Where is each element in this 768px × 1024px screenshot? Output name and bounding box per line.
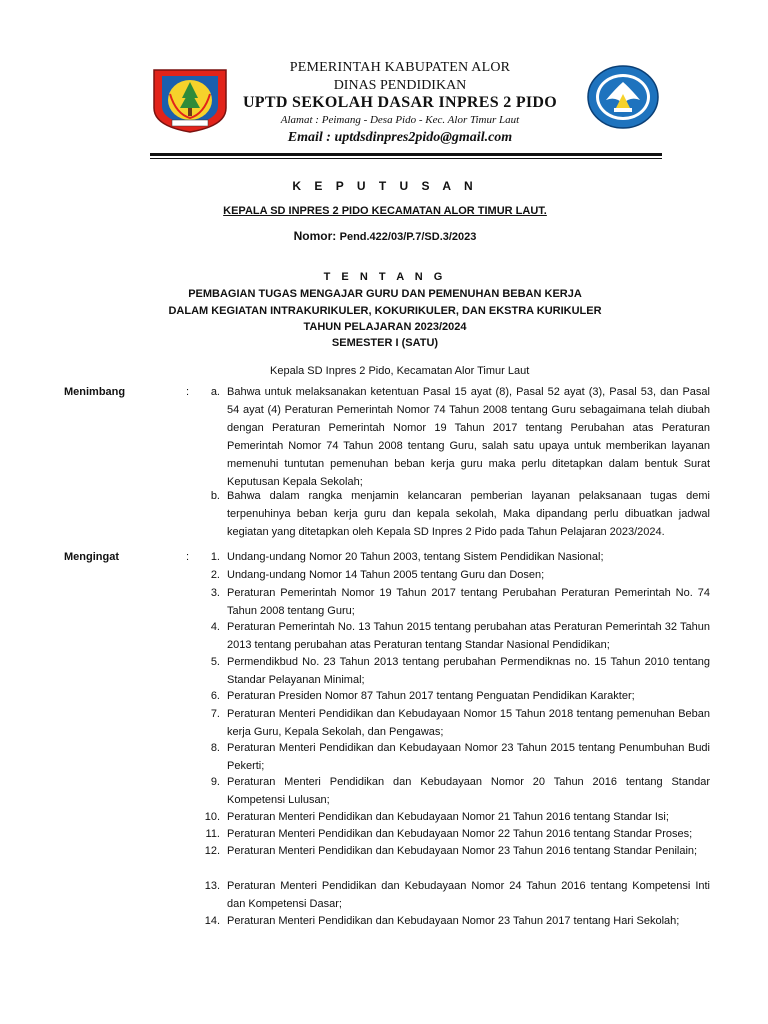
item-text: Peraturan Pemerintah No. 13 Tahun 2015 tentang perubahan atas Peraturan Pemerintah 32 Tahun 2013 tentang perubahan atas Peraturan tentang Standar Nasional Pendidikan; (227, 621, 710, 651)
decree-number (60, 229, 710, 243)
mengingat-item (200, 584, 710, 620)
subject-line: TAHUN PELAJARAN 2023/2024 (303, 321, 467, 333)
item-marker: a. (210, 386, 220, 398)
mengingat-item (200, 566, 710, 584)
item-text: Bahwa dalam rangka menjamin kelancaran pemberian layanan pelaksanaan tugas demi terpenuhinya beban kerja guru dan kepala sekolah, Maka dipandang perlu dibuatkan jadwal kegiatan yang ditetapkan oleh Kepala SD Inpres 2 Pido pada Tahun Pelajaran 2023/2024. (227, 490, 710, 538)
item-marker: 1. (210, 551, 220, 563)
subject-line: PEMBAGIAN TUGAS MENGAJAR GURU DAN PEMENUHAN BEBAN KERJA (188, 288, 582, 300)
menimbang-item (200, 487, 710, 541)
menimbang-colon: : (186, 386, 190, 398)
item-marker: 2. (210, 569, 220, 581)
item-marker: 14. (204, 915, 220, 927)
decree-number-label: Nomor: (293, 229, 340, 243)
mengingat-item (200, 825, 710, 843)
item-marker: 10. (204, 811, 220, 823)
mengingat-item (200, 618, 710, 654)
item-marker: 8. (210, 742, 220, 754)
mengingat-item (200, 773, 710, 809)
menimbang-item (200, 383, 710, 491)
item-marker: 11. (205, 828, 220, 840)
item-text: Peraturan Menteri Pendidikan dan Kebudayaan Nomor 23 Tahun 2017 tentang Hari Sekolah; (227, 915, 680, 927)
letterhead-government: PEMERINTAH KABUPATEN ALOR (289, 60, 511, 75)
item-text: Peraturan Menteri Pendidikan dan Kebudayaan Nomor 22 Tahun 2016 tentang Standar Proses; (227, 828, 693, 840)
item-text: Peraturan Menteri Pendidikan dan Kebudayaan Nomor 23 Tahun 2015 tentang Penumbuhan Budi Pekerti; (227, 742, 710, 772)
item-text: Peraturan Menteri Pendidikan dan Kebudayaan Nomor 23 Tahun 2016 tentang Standar Penilain; (227, 845, 698, 857)
issuer-heading: KEPALA SD INPRES 2 PIDO KECAMATAN ALOR TIMUR LAUT. (223, 205, 547, 217)
item-marker: 5. (210, 656, 220, 668)
mengingat-item (200, 808, 710, 826)
tentang-heading: T E N T A N G (323, 271, 447, 283)
mengingat-item (200, 877, 710, 913)
tut-wuri-handayani-logo (586, 64, 660, 130)
item-text: Peraturan Menteri Pendidikan dan Kebudayaan Nomor 15 Tahun 2018 tentang pemenuhan Beban kerja Guru, Kepala Sekolah, dan Pengawas; (227, 708, 710, 738)
item-text: Peraturan Menteri Pendidikan dan Kebudayaan Nomor 24 Tahun 2016 tentang Kompetensi Inti dan Kompetensi Dasar; (227, 880, 710, 910)
letterhead-school-name: UPTD SEKOLAH DASAR INPRES 2 PIDO (242, 94, 558, 111)
letterhead-divider-thin (150, 158, 662, 159)
item-text: Peraturan Menteri Pendidikan dan Kebudayaan Nomor 21 Tahun 2016 tentang Standar Isi; (227, 811, 669, 823)
item-text: Undang-undang Nomor 20 Tahun 2003, tentang Sistem Pendidikan Nasional; (227, 551, 604, 563)
item-text: Peraturan Pemerintah Nomor 19 Tahun 2017 tentang Perubahan Peraturan Pemerintah No. 74 Tahun 2008 tentang Guru; (227, 587, 710, 617)
mengingat-colon: : (186, 551, 190, 563)
item-marker: 12. (204, 845, 220, 857)
letterhead-address: Alamat : Peimang - Desa Pido - Kec. Alor Timur Laut (280, 114, 520, 126)
item-text: Permendikbud No. 23 Tahun 2013 tentang perubahan Permendiknas no. 15 Tahun 2010 tentang Standar Pelayanan Minimal; (227, 656, 710, 686)
opening-statement: Kepala SD Inpres 2 Pido, Kecamatan Alor Timur Laut (270, 365, 530, 377)
menimbang-label: Menimbang (64, 386, 126, 398)
mengingat-item (200, 842, 710, 860)
subject-line: DALAM KEGIATAN INTRAKURIKULER, KOKURIKULER, DAN EKSTRA KURIKULER (168, 305, 602, 317)
letterhead-department: DINAS PENDIDIKAN (333, 78, 467, 93)
item-marker: 7. (210, 708, 220, 720)
decree-number-value: Pend.422/03/P.7/SD.3/2023 (339, 231, 477, 243)
mengingat-item (200, 705, 710, 741)
mengingat-item (200, 687, 710, 705)
mengingat-item (200, 739, 710, 775)
mengingat-label: Mengingat (64, 551, 119, 563)
item-marker: 3. (210, 587, 220, 599)
item-text: Bahwa untuk melaksanakan ketentuan Pasal 15 ayat (8), Pasal 52 ayat (3), Pasal 53, dan Pasal 54 ayat (4) Peraturan Pemerintah Nomor 74 Tahun 2008 tentang Guru sebagaimana telah diubah dengan Peraturan Pemerintah Nomor 19 Tahun 2017 tentang Perubahan atas Peraturan Pemerintah Nomor 74 Tahun 2008 tentang Guru, salah satu upaya untuk memberikan layanan memenuhi tuntutan pemenuhan beban kerja guru maka perlu ditetapkan dalam bentuk Surat Keputusan Kepala Sekolah; (227, 386, 710, 488)
letterhead-email: Email : uptdsdinpres2pido@gmail.com (287, 130, 513, 145)
mengingat-item (200, 548, 710, 566)
item-marker: 13. (204, 880, 220, 892)
document-title: K E P U T U S A N (292, 179, 478, 193)
item-marker: 9. (210, 776, 220, 788)
item-text: Peraturan Menteri Pendidikan dan Kebudayaan Nomor 20 Tahun 2016 tentang Standar Kompetensi Lulusan; (227, 776, 710, 806)
mengingat-item (200, 653, 710, 689)
letterhead-divider-thick (150, 153, 662, 156)
item-text: Undang-undang Nomor 14 Tahun 2005 tentang Guru dan Dosen; (227, 569, 545, 581)
item-text: Peraturan Presiden Nomor 87 Tahun 2017 tentang Penguatan Pendidikan Karakter; (227, 690, 635, 702)
item-marker: b. (210, 490, 220, 502)
item-marker: 4. (210, 621, 220, 633)
mengingat-item (200, 912, 710, 930)
item-marker: 6. (210, 690, 220, 702)
subject-line: SEMESTER I (SATU) (331, 337, 439, 349)
